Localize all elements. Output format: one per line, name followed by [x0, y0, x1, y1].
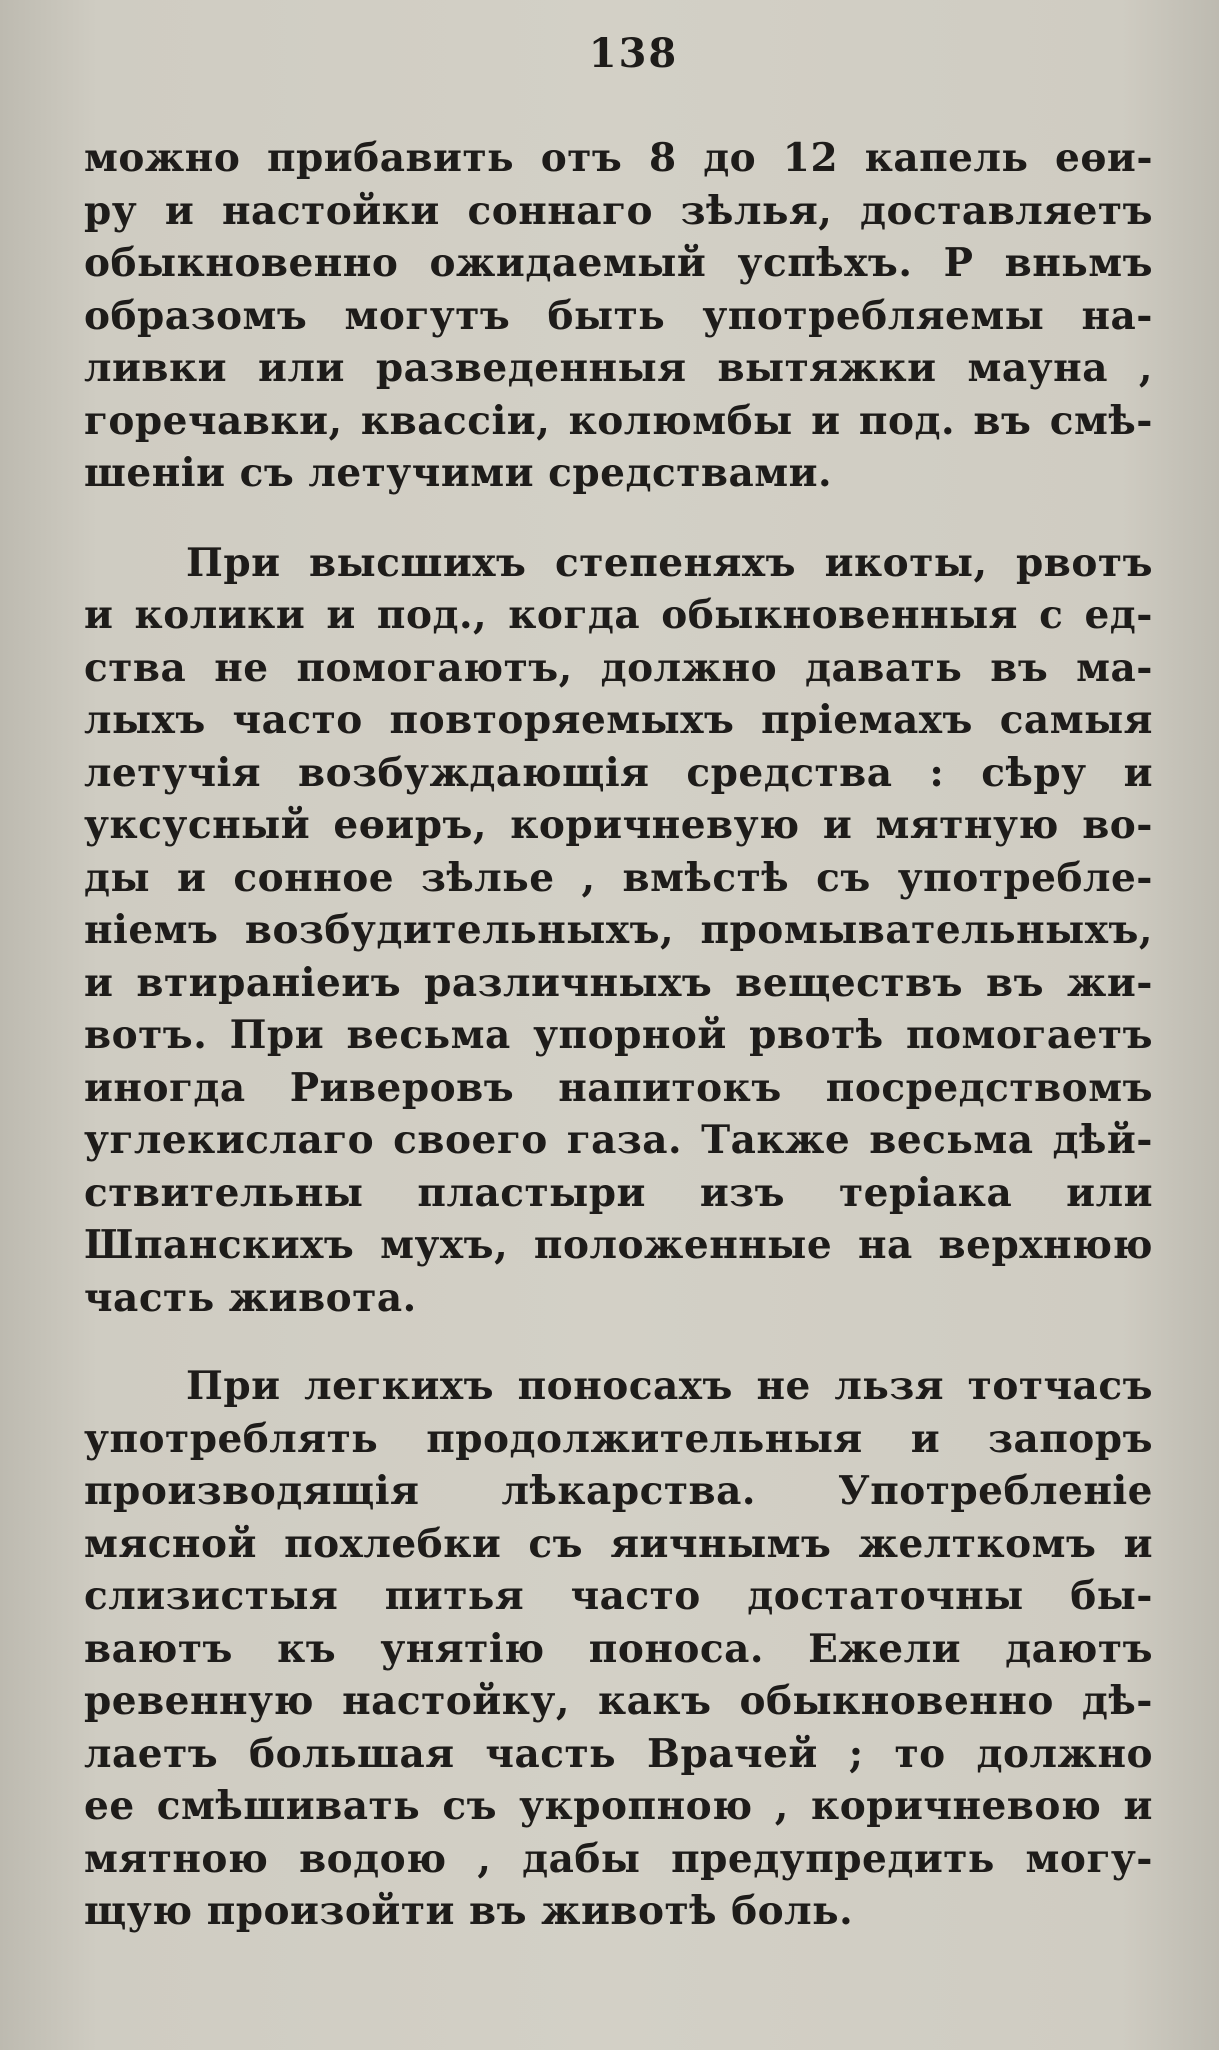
- text-line: и втираніеиъ различныхъ веществъ въ жи-: [84, 959, 1153, 1006]
- paragraph-2: [84, 537, 1153, 1325]
- paragraph-gap: [84, 500, 1153, 537]
- page-number: 138: [588, 30, 679, 77]
- paragraph-gap: [84, 1324, 1153, 1360]
- text-line: ливки или разведенныя вытяжки мауна ,: [84, 345, 1153, 391]
- text-line: ревенную настойку, какъ обыкновенно дѣ-: [84, 1678, 1153, 1724]
- text-line: и колики и под., когда обыкновенныя с ед-: [84, 592, 1153, 638]
- text-line: ваютъ къ унятію поноса. Ежели даютъ: [84, 1625, 1153, 1672]
- text-line: мясной похлебки съ яичнымъ желткомъ и: [84, 1520, 1153, 1567]
- text-line: При высшихъ степеняхъ икоты, рвотъ: [186, 539, 1153, 586]
- text-line: ру и настойки соннаго зѣлья, доставляетъ: [84, 187, 1153, 234]
- text-line: мятною водою , дабы предупредить могу-: [84, 1835, 1153, 1882]
- text-line: углекислаго своего газа. Также весьма дѣй-: [84, 1117, 1153, 1163]
- text-line: употреблять продолжительныя и запоръ: [84, 1415, 1153, 1462]
- text-line: горечавки, квассіи, колюмбы и под. въ смѣ-: [84, 397, 1153, 444]
- paragraph-3: [84, 1360, 1153, 1938]
- text-line: уксусный еөиръ, коричневую и мятную во-: [84, 802, 1153, 848]
- text-line: ее смѣшивать съ укропною , коричневою и: [84, 1783, 1153, 1829]
- text-line: летучія возбуждающія средства : сѣру и: [84, 749, 1153, 796]
- text-line: При легкихъ поносахъ не льзя тотчасъ: [186, 1363, 1153, 1409]
- paragraph-1: [84, 132, 1153, 500]
- text-line: ды и сонное зѣлье , вмѣстѣ съ употребле-: [84, 854, 1153, 901]
- text-line: можно прибавить отъ 8 до 12 капель еөи-: [84, 135, 1153, 181]
- text-line: часть живота.: [84, 1274, 417, 1321]
- text-line: лаетъ большая часть Врачей ; то должно: [84, 1730, 1153, 1777]
- text-line: щую произойти въ животѣ боль.: [84, 1888, 854, 1934]
- text-line: образомъ могутъ быть употребляемы на-: [84, 292, 1153, 339]
- text-line: шеніи съ летучими средствами.: [84, 450, 833, 496]
- text-line: лыхъ часто повторяемыхъ пріемахъ самыя: [84, 697, 1153, 743]
- text-line: вотъ. При весьма упорной рвотѣ помогаетъ: [84, 1012, 1153, 1058]
- text-line: производящія лѣкарства. Употребленіе: [84, 1468, 1153, 1514]
- text-line: слизистыя питья часто достаточны бы-: [84, 1573, 1153, 1619]
- text-line: иногда Риверовъ напитокъ посредствомъ: [84, 1064, 1153, 1111]
- text-line: обыкновенно ожидаемый успѣхъ. Р вньмъ: [84, 240, 1153, 286]
- text-line: ніемъ возбудительныхъ, промывательныхъ,: [84, 907, 1153, 953]
- text-line: Шпанскихъ мухъ, положенные на верхнюю: [84, 1222, 1153, 1268]
- text-line: ства не помогаютъ, должно давать въ ма-: [84, 644, 1153, 691]
- text-line: ствительны пластыри изъ теріака или: [84, 1169, 1153, 1216]
